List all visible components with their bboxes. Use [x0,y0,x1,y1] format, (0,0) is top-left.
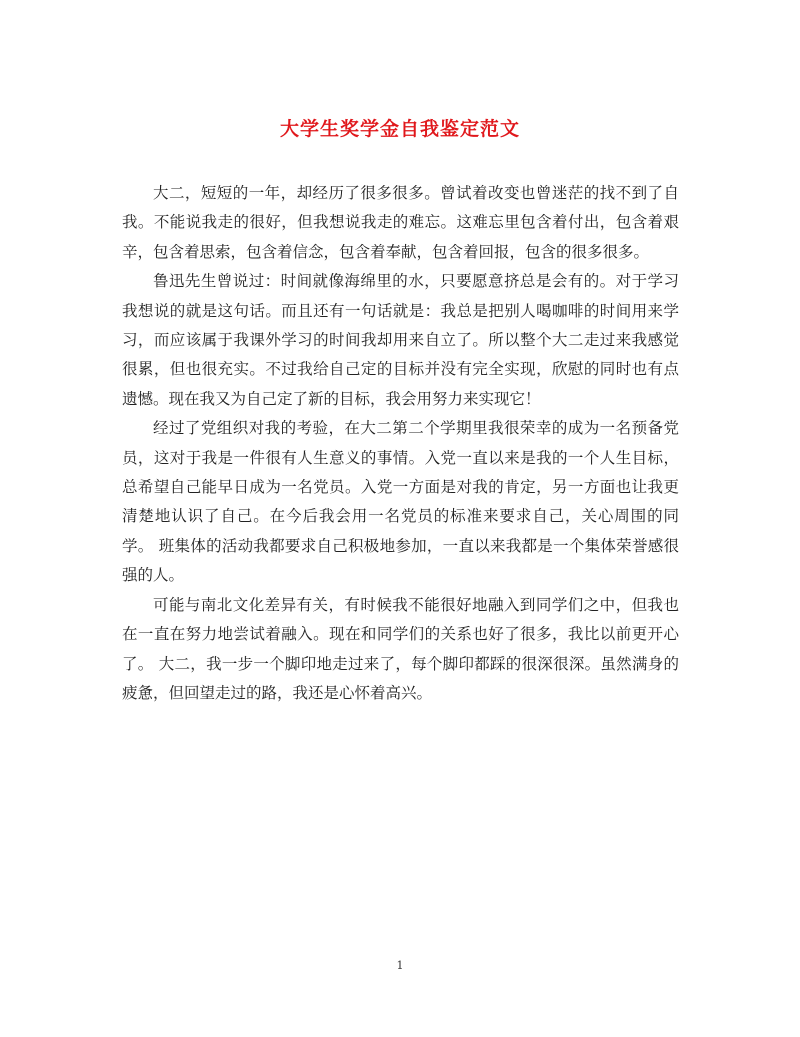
paragraph-1: 大二，短短的一年，却经历了很多很多。曾试着改变也曾迷茫的找不到了自我。不能说我走的很好，但我想说我走的难忘。这难忘里包含着付出，包含着艰辛，包含着思索，包含着信念，包含着奉献，包含着回报，包含的很多很多。 [122,184,679,261]
paragraph-2: 鲁迅先生曾说过：时间就像海绵里的水，只要愿意挤总是会有的。对于学习我想说的就是这句话。而且还有一句话就是：我总是把别人喝咖啡的时间用来学习，而应该属于我课外学习的时间我却用来自立了。所以整个大二走过来我感觉很累，但也很充实。不过我给自己定的目标并没有完全实现，欣慰的同时也有点遗憾。现在我又为自己定了新的目标，我会用努力来实现它！ [122,272,679,408]
document-body [122,179,679,708]
document-title: 大学生奖学金自我鉴定范文 [279,118,520,140]
paragraph-4: 可能与南北文化差异有关，有时候我不能很好地融入到同学们之中，但我也在一直在努力地尝试着融入。现在和同学们的关系也好了很多，我比以前更开心了。 大二，我一步一个脚印地走过来了，每个脚印都踩的很深很深。虽然满身的疲惫，但回望走过的路，我还是心怀着高兴。 [122,595,679,702]
page-number: 1 [396,959,404,972]
paragraph-3: 经过了党组织对我的考验，在大二第二个学期里我很荣幸的成为一名预备党员，这对于我是一件很有人生意义的事情。入党一直以来是我的一个人生目标，总希望自己能早日成为一名党员。入党一方面是对我的肯定，另一方面也让我更清楚地认识了自己。在今后我会用一名党员的标准来要求自己，关心周围的同学。 班集体的活动我都要求自己积极地参加，一直以来我都是一个集体荣誉感很强的人。 [122,419,679,585]
